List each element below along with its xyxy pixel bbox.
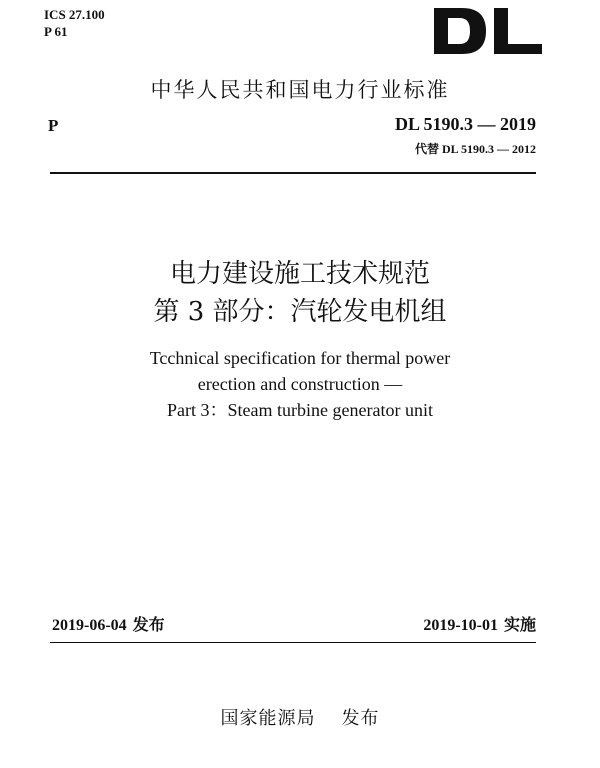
issuer-action: 发布 — [341, 708, 380, 729]
title-en-line3: Part 3：Steam turbine generator unit — [167, 400, 433, 420]
top-divider — [50, 172, 536, 174]
bottom-divider — [50, 642, 536, 643]
replaces-code: 代替 DL 5190.3 — 2012 — [414, 142, 536, 156]
title-en-line1: Tcchnical specification for thermal power — [149, 348, 451, 368]
ics-block — [44, 6, 105, 40]
effective-date: 2019-10-01 — [423, 617, 498, 634]
classification-letter: P — [48, 116, 59, 135]
title-en-line2: erection and construction — — [197, 374, 403, 394]
class-code: P 61 — [44, 24, 68, 39]
issuer-name: 国家能源局 — [220, 708, 316, 729]
issued-label: 发布 — [132, 615, 165, 634]
dl-logo-letter-l — [494, 8, 542, 54]
dl-logo — [432, 6, 544, 56]
issued-date-block — [52, 612, 165, 635]
issued-date: 2019-06-04 — [52, 617, 127, 634]
issuer-block — [0, 704, 600, 730]
ics-code: ICS 27.100 — [44, 7, 105, 22]
dl-logo-letter-d — [434, 8, 486, 54]
title-cn-line2: 第 3 部分：汽轮发电机组 — [153, 297, 447, 327]
title-cn-line1: 电力建设施工技术规范 — [169, 259, 430, 289]
standard-code: DL 5190.3 — 2019 — [394, 114, 536, 134]
effective-label: 实施 — [503, 615, 536, 634]
standard-category: 中华人民共和国电力行业标准 — [150, 78, 450, 102]
effective-date-block — [423, 612, 536, 635]
